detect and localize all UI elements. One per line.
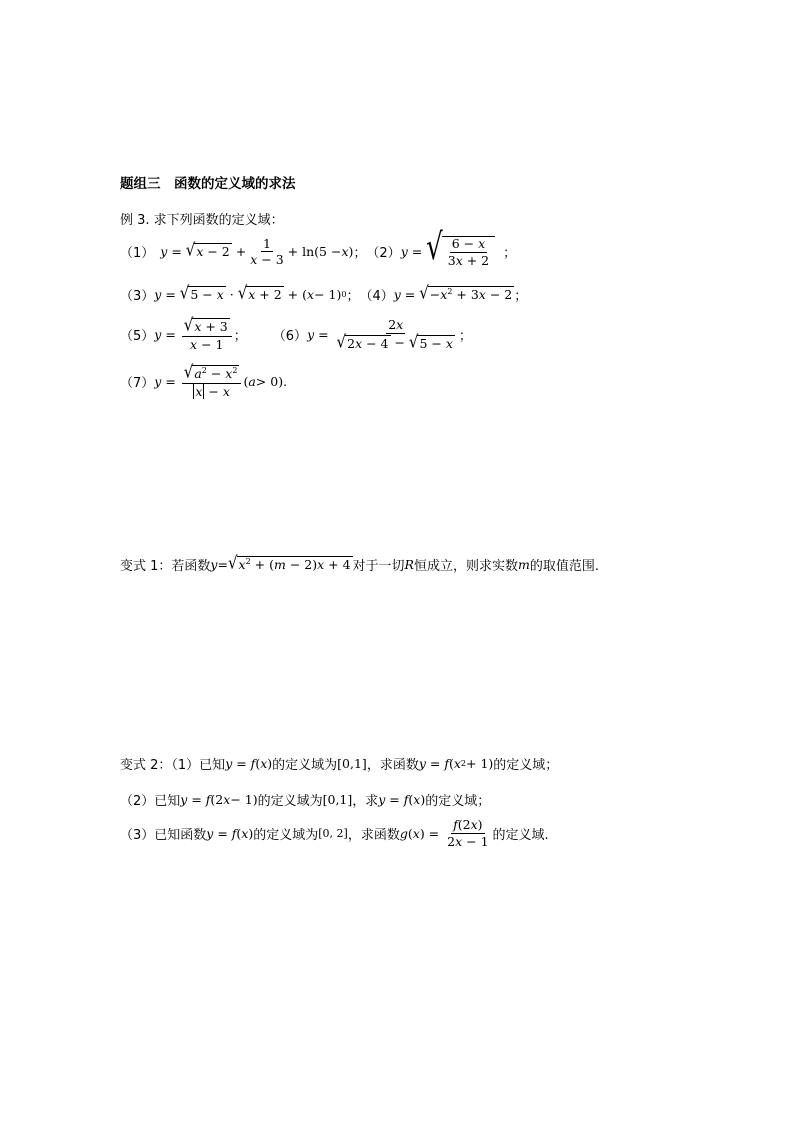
separator: ； [346,289,360,304]
variable-m: m [517,557,530,572]
item-number: （1） [120,246,155,262]
variant-2-line-1: 变式 2：（1）已知 y = f ( x ) 的定义域为 [0,1] ，求函数 y = f ( x 2 + 1) 的定义域； [120,756,559,773]
interval: [0,1] [322,792,353,807]
text: 的定义域为 [272,758,338,773]
variant-1-suffix: 的取值范围. [529,559,599,574]
separator: ； [503,246,517,262]
item-number: （6） [272,329,308,345]
separator: ； [514,289,528,304]
variant-1-prefix: 变式 1：若函数 [120,559,211,574]
text: 的定义域. [492,827,549,843]
text: ，求 [352,794,379,809]
interval: [0, 2] [318,826,348,840]
variant-1-middle2: 恒成立，则求实数 [413,559,518,574]
text: 的定义域； [425,794,491,809]
text: ，求函数 [366,758,419,773]
section-heading: 题组三 函数的定义域的求法 [120,176,296,192]
text: 的定义域为 [257,794,323,809]
separator: ； [458,329,472,345]
text: 变式 2：（1）已知 [120,758,226,773]
item-number: （2） [366,246,401,262]
variant-2-line-2: （2）已知 y = f (2 x − 1) 的定义域为 [0,1] ，求 y = f ( x ) 的定义域； [120,792,491,809]
variant-1: 变式 1：若函数 y = √ $x^2 + (m - 2)x + 4$ 对于一切 R 恒成立，则求实数 m 的取值范围. [120,552,599,574]
variant-2-line-3: （3）已知函数 y = f ( x ) 的定义域为 [0, 2] ，求函数 g ( x ) = $\frac{f(2x)}{2x - 1}$ 的定义域. [120,817,549,849]
text: 的定义域； [493,758,559,773]
text: ，求函数 [347,827,400,843]
variant-1-middle: 对于一切 [352,559,405,574]
example-line-1-2: （1） y = √ x − 2 + $\frac{1}{x - 3}$ + ln(5 − x ) ； （2） y = √ $\frac{6 - x}{3x + 2}$ ； [120,226,517,269]
text: （3）已知函数 [120,827,207,843]
example-line-3-4: （3） y = √ 5 − x · √ x + 2 + ( x − 1) 0 ； （4） y = √ $-x^2 + 3x - 2$ ； [120,282,528,304]
example-line-7: （7） y = √ $a^2 - x^2$ x − x ( a > 0). [120,361,288,399]
separator: ； [353,246,367,262]
item-number: （3） [120,289,155,304]
text: 的定义域为 [253,827,319,843]
example-line-5-6: （5） y = √ x + 3 x − 1 ； （6） y = 2x √ 2x − 4 − √ 5 − x ； [120,314,472,352]
text: （2）已知 [120,794,181,809]
variable-R: R [404,557,414,572]
item-number: （4） [359,289,394,304]
item-number: （7） [120,376,155,392]
separator: ； [233,329,247,345]
interval: [0,1] [337,756,367,771]
example-title: 例 3. 求下列函数的定义域： [120,213,284,228]
item-number: （5） [120,329,155,345]
